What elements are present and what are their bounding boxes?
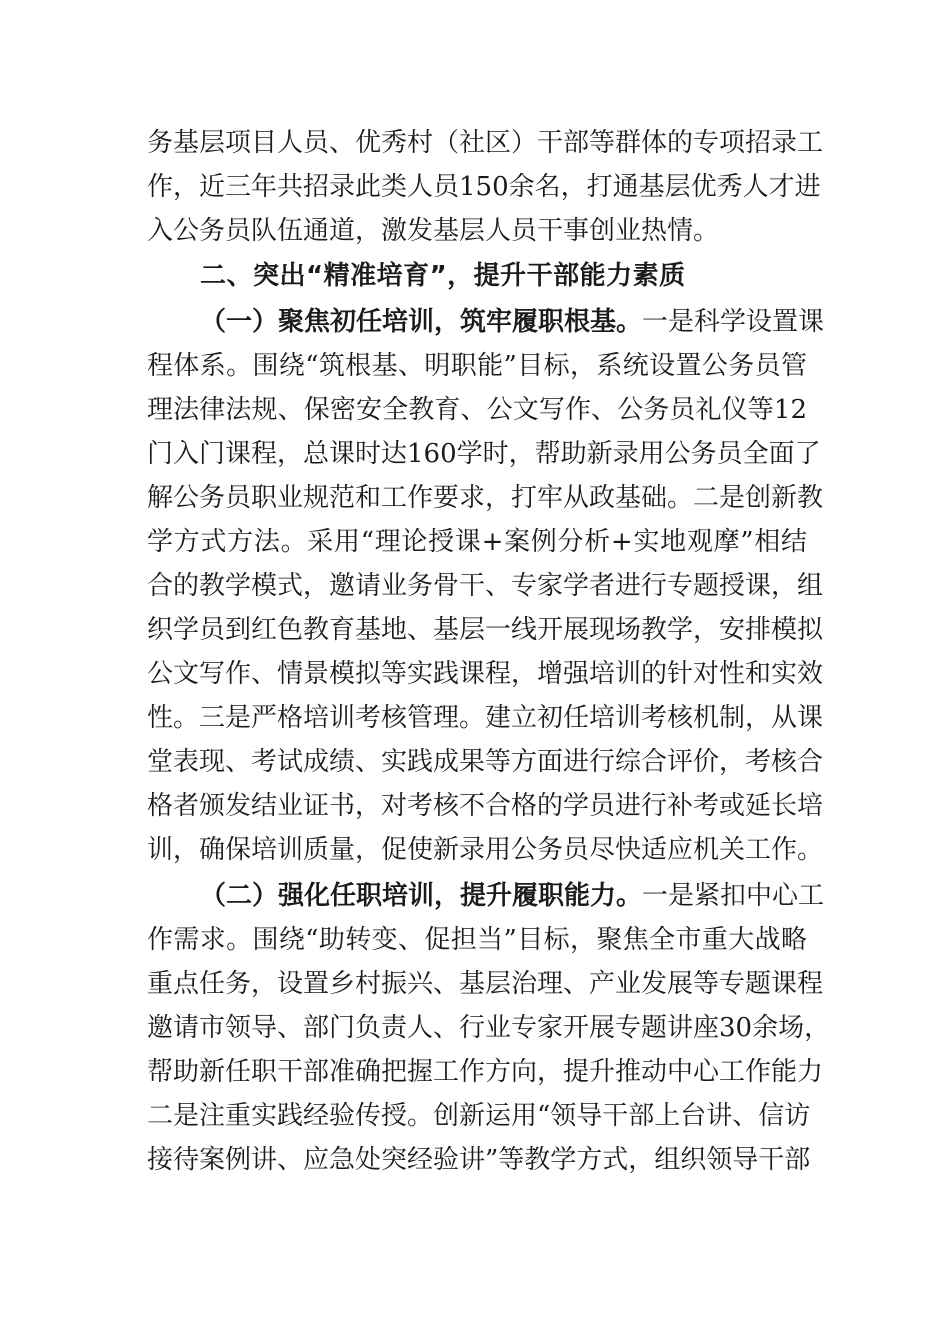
para-two-line: 二是注重实践经验传授。创新运用“领导干部上台讲、信访 (147, 1101, 811, 1131)
para-one-first-line (200, 305, 825, 339)
para-two-line: 作需求。围绕“助转变、促担当”目标，聚焦全市重大战略 (147, 925, 807, 955)
para-two-lead: （二）强化任职培训，提升履职能力。 (200, 881, 643, 911)
para-one-line: 理法律法规、保密安全教育、公文写作、公务员礼仪等12 (147, 395, 807, 425)
para-one-line: 格者颁发结业证书，对考核不合格的学员进行补考或延长培 (147, 791, 824, 821)
para-two-line: 重点任务，设置乡村振兴、基层治理、产业发展等专题课程 (147, 969, 824, 999)
para-one-line: 解公务员职业规范和工作要求，打牢从政基础。二是创新教 (147, 483, 824, 513)
para-two-first-line (200, 879, 825, 913)
para-one-line: 门入门课程，总课时达160学时，帮助新录用公务员全面了 (147, 439, 821, 469)
intro-line-3: 入公务员队伍通道，激发基层人员干事创业热情。 (147, 216, 720, 246)
intro-line-1: 务基层项目人员、优秀村（社区）干部等群体的专项招录工 (147, 128, 824, 158)
para-one-line: 性。三是严格培训考核管理。建立初任培训考核机制，从课 (147, 703, 824, 733)
para-one-line: 合的教学模式，邀请业务骨干、专家学者进行专题授课，组 (147, 571, 824, 601)
para-one-line: 公文写作、情景模拟等实践课程，增强培训的针对性和实效 (147, 659, 824, 689)
para-one-line: 堂表现、考试成绩、实践成果等方面进行综合评价，考核合 (147, 747, 824, 777)
para-two-line: 帮助新任职干部准确把握工作方向，提升推动中心工作能力 (147, 1057, 824, 1087)
section-heading: 二、突出“精准培育”，提升干部能力素质 (200, 261, 686, 291)
para-one-line: 织学员到红色教育基地、基层一线开展现场教学，安排模拟 (147, 615, 824, 645)
para-two-line: 接待案例讲、应急处突经验讲”等教学方式，组织领导干部 (147, 1145, 811, 1175)
intro-line-2: 作，近三年共招录此类人员150余名，打通基层优秀人才进 (147, 172, 821, 202)
para-two-first-rest: 一是紧扣中心工 (642, 881, 825, 911)
para-two-line: 邀请市领导、部门负责人、行业专家开展专题讲座30余场， (147, 1013, 831, 1043)
para-one-line: 学方式方法。采用“理论授课+案例分析+实地观摩”相结 (147, 527, 807, 557)
para-one-lead: （一）聚焦初任培训，筑牢履职根基。 (200, 307, 643, 337)
para-one-line: 训，确保培训质量，促使新录用公务员尽快适应机关工作。 (147, 835, 824, 865)
para-one-first-rest: 一是科学设置课 (642, 307, 825, 337)
para-one-line: 程体系。围绕“筑根基、明职能”目标，系统设置公务员管 (147, 351, 807, 381)
